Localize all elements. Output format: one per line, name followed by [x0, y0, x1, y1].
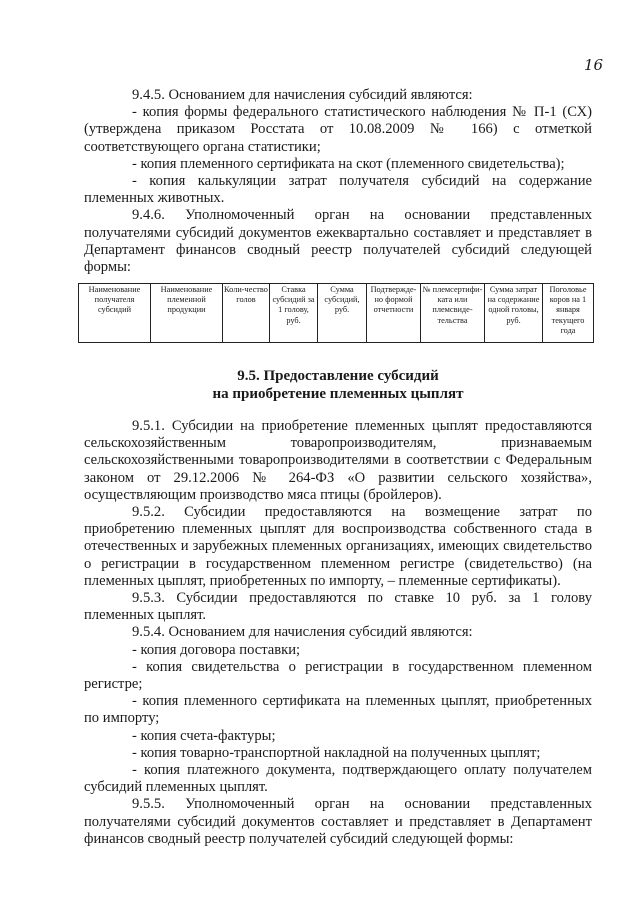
paragraph-9-5-5: 9.5.5. Уполномоченный орган на основании представленных получателями субсидий документов составляет и представляет в Департамент финансов сводный реестр получателей субсидий следующей формы: — [84, 796, 592, 847]
column-header: № племсертифи-ката или племсвиде-тельства — [421, 284, 485, 343]
paragraph-9-5-4: 9.5.4. Основанием для начисления субсидий являются: — [132, 624, 473, 641]
table-header-row — [79, 284, 594, 343]
registry-form-table — [78, 283, 594, 343]
section-heading — [84, 368, 592, 403]
list-item: - копия договора поставки; — [132, 641, 301, 658]
column-header: Наименование племенной продукции — [151, 284, 223, 343]
section-title-line: на приобретение племенных цыплят — [212, 385, 464, 402]
list-item: - копия калькуляции затрат получателя субсидий на содержание племенных животных. — [84, 173, 592, 207]
paragraph-9-4-6: 9.4.6. Уполномоченный орган на основании представленных получателями субсидий документов ежеквартально составляет и представляет в Департамент финансов сводный реестр получателей субсидий следующей формы: — [84, 207, 592, 276]
list-item: - копия товарно-транспортной накладной на полученных цыплят; — [132, 744, 541, 761]
paragraph-9-5-1: 9.5.1. Субсидии на приобретение племенных цыплят предоставляются сельскохозяйственным товаропроизводителям, признаваемым сельскохозяйственными товаропроизводителями в соответствии с Федеральным законом от 29.12.2006 № 264-ФЗ «О развитии сельского хозяйства», осуществляющим производство мяса птицы (бройлеров). — [84, 418, 592, 503]
top-section — [84, 87, 592, 276]
list-item: - копия счета-фактуры; — [132, 727, 276, 744]
column-header: Сумма затрат на содержание одной головы, руб. — [485, 284, 543, 343]
page-number: 16 — [584, 56, 604, 74]
section-title-line: 9.5. Предоставление субсидий — [237, 368, 439, 384]
paragraph-9-4-5: 9.4.5. Основанием для начисления субсидий являются: — [132, 87, 473, 103]
column-header: Коли-чество голов — [223, 284, 270, 343]
column-header: Наименование получателя субсидий — [79, 284, 151, 343]
section-9-5-body — [84, 418, 592, 848]
column-header: Поголовье коров на 1 января текущего года — [543, 284, 594, 343]
column-header: Подтвержде-но формой отчетности — [367, 284, 421, 343]
list-item: - копия платежного документа, подтверждающего оплату получателем субсидий племенных цыплят. — [84, 762, 592, 796]
column-header: Сумма субсидий, руб. — [318, 284, 367, 343]
paragraph-9-5-3: 9.5.3. Субсидии предоставляются по ставке 10 руб. за 1 голову племенных цыплят. — [84, 590, 592, 624]
list-item: - копия свидетельства о регистрации в государственном племенном регистре; — [84, 658, 592, 693]
list-item: - копия племенного сертификата на племенных цыплят, приобретенных по импорту; — [84, 693, 592, 727]
paragraph-9-5-2: 9.5.2. Субсидии предоставляются на возмещение затрат по приобретению племенных цыплят для воспроизводства собственного стада в отечественных и зарубежных племенных организациях, имеющих свидетельство о регистрации в государственном племенном регистре (свидетельство) (на племенных цыплят, приобретенных по импорту, – племенные сертификаты). — [84, 504, 592, 589]
list-item: - копия племенного сертификата на скот (племенного свидетельства); — [132, 155, 565, 172]
list-item: - копия формы федерального статистического наблюдения № П-1 (СХ) (утверждена приказом Росстата от 10.08.2009 № 166) с отметкой соответствующего органа статистики; — [84, 104, 592, 155]
column-header: Ставка субсидий за 1 голову, руб. — [270, 284, 318, 343]
